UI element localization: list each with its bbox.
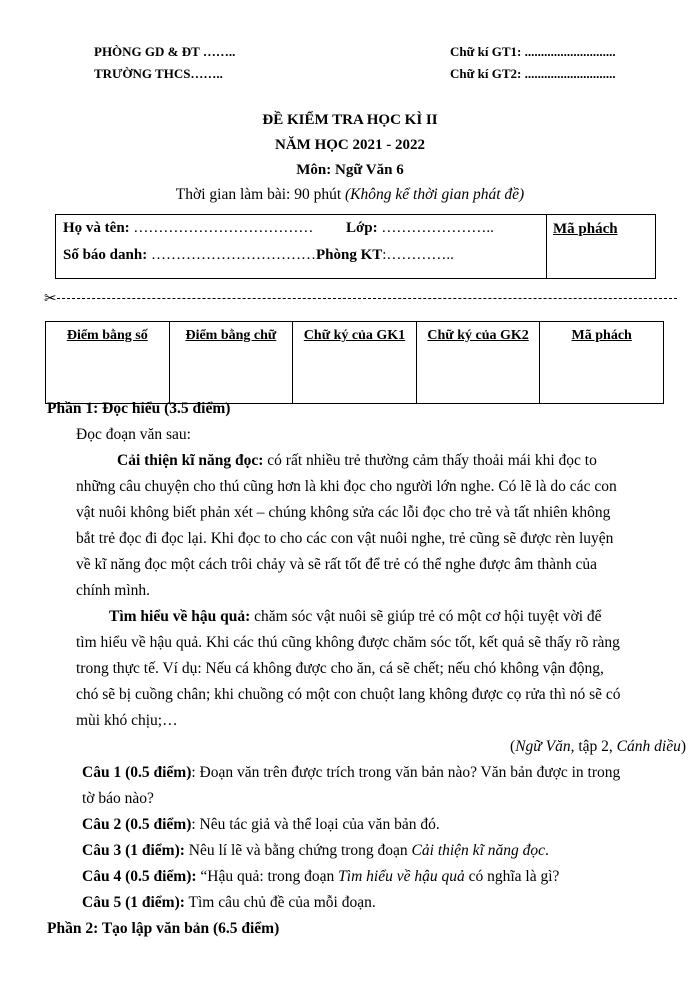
class-row	[346, 220, 494, 237]
para1-line3: vật nuôi không biết phản xét – chúng không sửa các lỗi đọc cho trẻ và tất nhiên không	[76, 504, 611, 521]
para2-line4: chó sẽ bị cuồng chân; khi chuồng có một con chuột lang không được cọ rửa thì nó sẽ có	[76, 686, 621, 703]
sbd-label: Số báo danh:	[63, 247, 148, 263]
name-field[interactable]: ………………………………	[129, 220, 314, 236]
source-book: Ngữ Văn	[515, 738, 571, 755]
class-label: Lớp:	[346, 220, 378, 236]
part2-heading: Phần 2: Tạo lập văn bản (6.5 điểm)	[47, 920, 280, 937]
para1-title: Cải thiện kĩ năng đọc:	[117, 452, 264, 469]
source-publisher: Cánh diều	[616, 738, 681, 755]
name-row	[63, 220, 313, 237]
grade-table	[45, 321, 664, 404]
para2-line2: tìm hiểu về hậu quả. Khi các thú cũng không được chăm sóc tốt, kết quả sẽ thấy rõ ràng	[76, 634, 620, 651]
para1-line2: những câu chuyện cho thú cũng hơn là khi đọc cho người lớn nghe. Có lẽ là do các con	[76, 478, 617, 495]
question-4	[82, 864, 559, 890]
scissors-icon: ✂	[44, 289, 57, 307]
reading-instruction: Đọc đoạn văn sau:	[76, 426, 191, 443]
code-header: Mã phách	[540, 322, 664, 404]
source-open: (	[510, 738, 516, 755]
part1-heading: Phần 1: Đọc hiểu (3.5 điểm)	[47, 400, 231, 417]
question-2	[82, 812, 440, 838]
examiner2-sign-header: Chữ ký của GK2	[416, 322, 540, 404]
para1-line5: về kĩ năng đọc một cách trôi chảy và sẽ rất tốt để trẻ có thể nghe được âm thành của	[76, 556, 598, 573]
time-label: Thời gian làm bài: 90 phút	[175, 186, 342, 203]
class-field[interactable]: …………………..	[377, 220, 494, 236]
sbd-row	[63, 247, 454, 264]
q4-label: Câu 4 (0.5 điểm):	[82, 868, 197, 885]
source-mid: , tập 2,	[570, 738, 617, 755]
q3-italic: Cải thiện kĩ năng đọc	[411, 842, 545, 859]
school-label: TRƯỜNG THCS……..	[94, 66, 223, 81]
q5-text: Tìm câu chủ đề của mỗi đoạn.	[184, 894, 376, 911]
time-note: (Không kể thời gian phát đề)	[345, 186, 525, 203]
table-row	[46, 322, 664, 404]
code-label: Mã phách	[553, 221, 618, 237]
para1-line6: chính mình.	[76, 582, 151, 599]
q3-text: Nêu lí lẽ và bằng chứng trong đoạn	[184, 842, 412, 859]
subject-label: Môn: Ngữ Văn 6	[296, 162, 404, 178]
exam-title: ĐỀ KIỂM TRA HỌC KÌ II	[262, 112, 438, 128]
q4-end: có nghĩa là gì?	[464, 868, 560, 885]
q4-italic: Tìm hiểu về hậu quả	[338, 868, 465, 885]
source-close: )	[680, 738, 686, 755]
cut-line	[47, 298, 677, 299]
q4-text: “Hậu quả: trong đoạn	[196, 868, 339, 885]
question-3	[82, 838, 549, 864]
para2-title: Tìm hiểu về hậu quả:	[109, 608, 251, 625]
para1-line4: bắt trẻ đọc đi đọc lại. Khi đọc to cho các con vật nuôi nghe, trẻ cũng sẽ được rèn luyện	[76, 530, 614, 547]
student-info-box	[55, 214, 656, 279]
sbd-field[interactable]: ……………………………	[147, 247, 316, 263]
examiner1-signature: Chữ kí GT1: ............................	[450, 44, 616, 59]
q2-text: : Nêu tác giả và thể loại của văn bản đó.	[191, 816, 440, 833]
department-label: PHÒNG GD & ĐT ……..	[94, 44, 236, 59]
q3-label: Câu 3 (1 điểm):	[82, 842, 185, 859]
question-1	[82, 760, 620, 786]
para1-text: có rất nhiều trẻ thường cảm thấy thoải mái khi đọc to	[263, 452, 597, 469]
para2-line5: mùi khó chịu;…	[76, 712, 178, 729]
question-5	[82, 890, 376, 916]
q2-label: Câu 2 (0.5 điểm)	[82, 816, 192, 833]
room-label: Phòng KT	[315, 247, 383, 263]
q5-label: Câu 5 (1 điểm):	[82, 894, 185, 911]
para2-text: chăm sóc vật nuôi sẽ giúp trẻ có một cơ hội tuyệt vời để	[250, 608, 602, 625]
para2-line1	[109, 604, 602, 630]
name-label: Họ và tên:	[63, 220, 130, 236]
q1-text: : Đoạn văn trên được trích trong văn bản nào? Văn bản được in trong	[191, 764, 621, 781]
examiner2-signature: Chữ kí GT2: ............................	[450, 66, 616, 81]
q1-label: Câu 1 (0.5 điểm)	[82, 764, 192, 781]
question-1-cont: tờ báo nào?	[82, 790, 154, 807]
box-divider	[546, 215, 547, 278]
para1-line1	[117, 448, 597, 474]
time-line	[0, 186, 700, 204]
source-citation	[510, 734, 686, 760]
q3-end: .	[545, 842, 549, 859]
score-words-header: Điểm bằng chữ	[169, 322, 293, 404]
para2-line3: trong thực tế. Ví dụ: Nếu cá không được cho ăn, cá sẽ chết; nếu chó không vận động,	[76, 660, 604, 677]
score-number-header: Điểm bằng số	[46, 322, 170, 404]
room-field[interactable]: :…………..	[382, 247, 454, 263]
examiner1-sign-header: Chữ ký của GK1	[293, 322, 417, 404]
school-year: NĂM HỌC 2021 - 2022	[275, 137, 425, 153]
